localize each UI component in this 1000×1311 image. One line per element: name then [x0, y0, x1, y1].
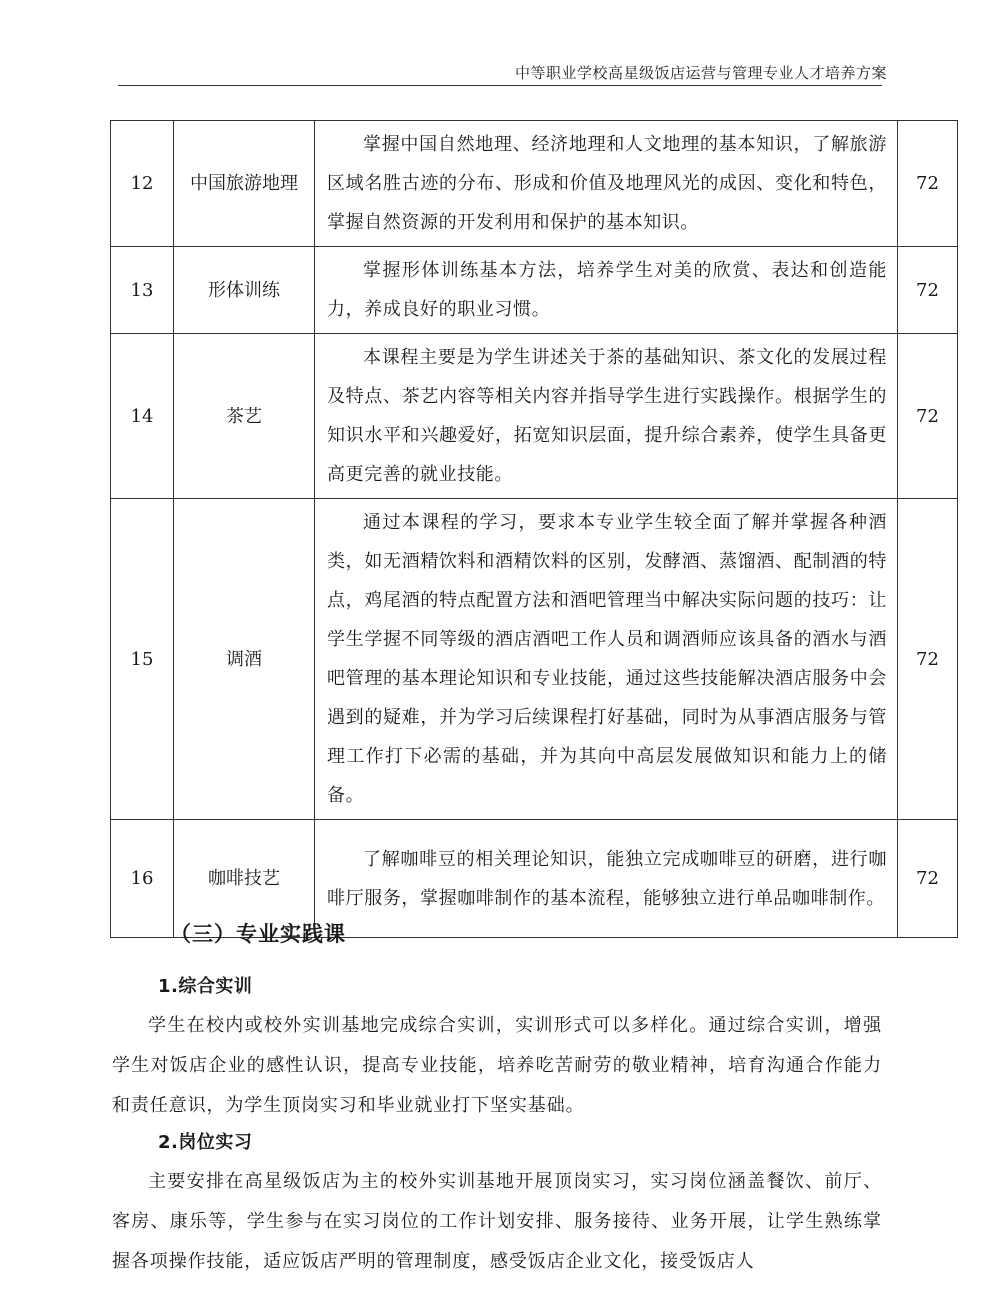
course-description-text: 掌握形体训练基本方法，培养学生对美的欣赏、表达和创造能力，养成良好的职业习惯。: [327, 260, 887, 320]
course-name: 形体训练: [174, 247, 315, 334]
course-description-text: 了解咖啡豆的相关理论知识，能独立完成咖啡豆的研磨，进行咖啡厅服务，掌握咖啡制作的基本流程，能够独立进行单品咖啡制作。: [327, 848, 887, 909]
subsection-heading-training: 1.综合实训: [158, 976, 253, 997]
course-description: [315, 121, 898, 247]
course-hours: 72: [898, 334, 958, 499]
course-description-text: 掌握中国自然地理、经济地理和人文地理的基本知识，了解旅游区域名胜古迹的分布、形成和价值及地理风光的成因、变化和特色，掌握自然资源的开发利用和保护的基本知识。: [327, 134, 887, 233]
table-row: [111, 121, 958, 247]
course-number: 15: [111, 499, 174, 820]
course-name: 中国旅游地理: [174, 121, 315, 247]
course-description-text: 通过本课程的学习，要求本专业学生较全面了解并掌握各种酒类，如无酒精饮料和酒精饮料的区别，发酵酒、蒸馏酒、配制酒的特点，鸡尾酒的特点配置方法和酒吧管理当中解决实际问题的技巧：让学生学握不同等级的酒店酒吧工作人员和调酒师应该具备的酒水与酒吧管理的基本理论知识和专业技能，通过这些技能解决酒店服务中会遇到的疑难，并为学习后续课程打好基础，同时为从事酒店服务与管理工作打下必需的基础，并为其向中高层发展做知识和能力上的储备。: [327, 512, 887, 806]
course-number: 12: [111, 121, 174, 247]
course-description-text: 本课程主要是为学生讲述关于茶的基础知识、茶文化的发展过程及特点、茶艺内容等相关内容并指导学生进行实践操作。根据学生的知识水平和兴趣爱好，拓宽知识层面，提升综合素养，使学生具备更高更完善的就业技能。: [327, 347, 887, 485]
header-title: 中等职业学校高星级饭店运营与管理专业人才培养方案: [514, 64, 887, 82]
course-hours: 72: [898, 499, 958, 820]
course-number: 16: [111, 820, 174, 938]
course-hours: 72: [898, 820, 958, 938]
subsection-heading-internship: 2.岗位实习: [158, 1132, 253, 1153]
subsection-paragraph-training: 学生在校内或校外实训基地完成综合实训，实训形式可以多样化。通过综合实训，增强学生对饭店企业的感性认识，提高专业技能，培养吃苦耐劳的敬业精神，培育沟通合作能力和责任意识，为学生顶岗实习和毕业就业打下坚实基础。: [112, 1015, 882, 1116]
table-row: [111, 499, 958, 820]
course-description: [315, 499, 898, 820]
course-name: 咖啡技艺: [174, 820, 315, 938]
header-divider: [118, 85, 882, 86]
course-number: 13: [111, 247, 174, 334]
course-name: 茶艺: [174, 334, 315, 499]
table-row: [111, 247, 958, 334]
course-description: [315, 247, 898, 334]
course-hours: 72: [898, 247, 958, 334]
course-description: [315, 820, 898, 938]
table-row: [111, 334, 958, 499]
course-table: [110, 120, 958, 938]
course-description: [315, 334, 898, 499]
course-number: 14: [111, 334, 174, 499]
course-hours: 72: [898, 121, 958, 247]
course-name: 调酒: [174, 499, 315, 820]
section-heading: （三）专业实践课: [170, 922, 346, 946]
subsection-paragraph-internship: 主要安排在高星级饭店为主的校外实训基地开展顶岗实习，实习岗位涵盖餐饮、前厅、客房、康乐等，学生参与在实习岗位的工作计划安排、服务接待、业务开展，让学生熟练掌握各项操作技能，适应饭店严明的管理制度，感受饭店企业文化，接受饭店人: [112, 1171, 882, 1272]
